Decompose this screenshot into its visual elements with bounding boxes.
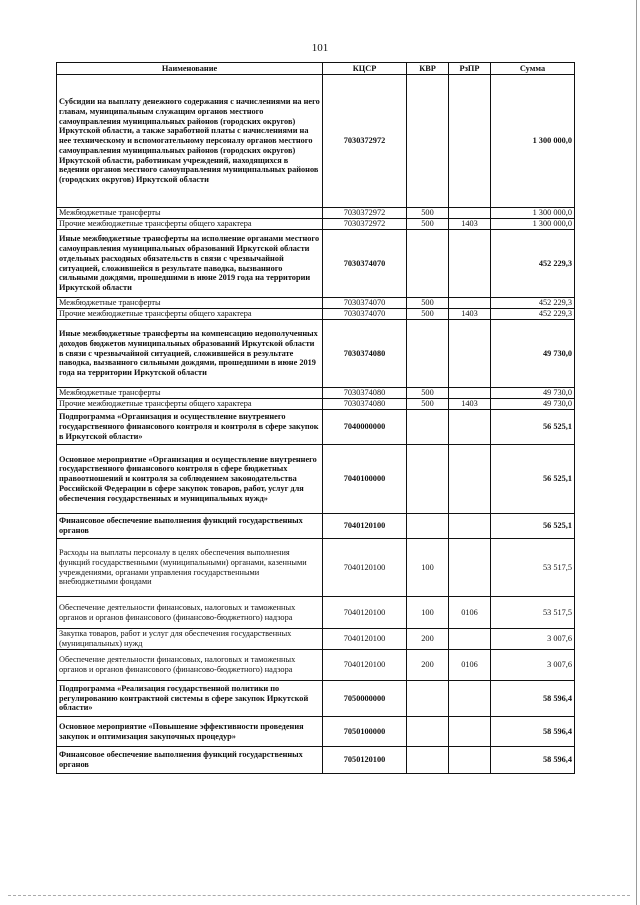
cell-kvr: 100 xyxy=(407,597,449,629)
cell-rzpr xyxy=(449,629,491,650)
cell-sum: 58 596,4 xyxy=(491,717,575,747)
cell-name: Субсидии на выплату денежного содержания с начислениями на него главам, муниципальным служащим органов местного самоуправления муниципальных районов (городских округов) Иркутской области, а также заработной платы с начислениями на нее техническому и вспомогательному персоналу органов местного самоуправления муниципальных районов (городских округов) Иркутской области, работникам учреждений, находящихся в ведении органов местного самоуправления муниципальных районов (городских округов) Иркутской области xyxy=(57,75,323,208)
table-row xyxy=(57,597,575,629)
cell-rzpr xyxy=(449,717,491,747)
cell-kcsr: 7030372972 xyxy=(323,208,407,219)
table-row xyxy=(57,717,575,747)
cell-rzpr: 1403 xyxy=(449,399,491,410)
cell-sum: 3 007,6 xyxy=(491,629,575,650)
cell-rzpr: 1403 xyxy=(449,309,491,320)
cell-sum: 49 730,0 xyxy=(491,388,575,399)
table-header-row xyxy=(57,63,575,75)
table-row xyxy=(57,230,575,298)
cell-rzpr xyxy=(449,208,491,219)
cell-sum: 1 300 000,0 xyxy=(491,219,575,230)
cell-kvr xyxy=(407,75,449,208)
cell-rzpr xyxy=(449,681,491,717)
cell-kcsr: 7030374080 xyxy=(323,388,407,399)
cell-name: Обеспечение деятельности финансовых, налоговых и таможенных органов и органов финансового (финансово-бюджетного) надзора xyxy=(57,650,323,681)
budget-table xyxy=(56,62,575,774)
table-row xyxy=(57,309,575,320)
table-row xyxy=(57,320,575,388)
cell-kcsr: 7040100000 xyxy=(323,445,407,514)
cell-sum: 56 525,1 xyxy=(491,445,575,514)
cell-rzpr xyxy=(449,410,491,445)
header-kvr: КВР xyxy=(407,63,449,75)
table-row xyxy=(57,399,575,410)
cell-rzpr xyxy=(449,539,491,597)
cell-kcsr: 7030374080 xyxy=(323,320,407,388)
cell-kvr: 500 xyxy=(407,298,449,309)
cell-name: Иные межбюджетные трансферты на компенсацию недополученных доходов бюджетов муниципальных образований Иркутской области в связи с чрезвычайной ситуацией, сложившейся в результате паводка, вызванного сильными дождями, прошедшими в июне 2019 года на территории Иркутской области xyxy=(57,320,323,388)
cell-sum: 56 525,1 xyxy=(491,514,575,539)
cell-sum: 53 517,5 xyxy=(491,539,575,597)
table-row xyxy=(57,219,575,230)
table-row xyxy=(57,388,575,399)
table-row xyxy=(57,629,575,650)
cell-name: Основное мероприятие «Повышение эффективности проведения закупок и оптимизация закупочных процедур» xyxy=(57,717,323,747)
cell-name: Межбюджетные трансферты xyxy=(57,208,323,219)
cell-kvr: 100 xyxy=(407,539,449,597)
cell-kvr: 200 xyxy=(407,629,449,650)
page-number: 101 xyxy=(311,42,329,54)
cell-rzpr xyxy=(449,445,491,514)
cell-rzpr: 1403 xyxy=(449,219,491,230)
cell-kcsr: 7050000000 xyxy=(323,681,407,717)
cell-kcsr: 7030374070 xyxy=(323,298,407,309)
header-rzpr: РзПР xyxy=(449,63,491,75)
cell-sum: 49 730,0 xyxy=(491,399,575,410)
scan-edge-line xyxy=(636,0,637,905)
cell-kcsr: 7050100000 xyxy=(323,717,407,747)
table-row xyxy=(57,650,575,681)
table-row xyxy=(57,747,575,774)
table-row xyxy=(57,445,575,514)
table-row xyxy=(57,298,575,309)
cell-kvr xyxy=(407,445,449,514)
cell-name: Финансовое обеспечение выполнения функций государственных органов xyxy=(57,514,323,539)
cell-rzpr xyxy=(449,747,491,774)
cell-kvr xyxy=(407,717,449,747)
table-row xyxy=(57,410,575,445)
cell-sum: 452 229,3 xyxy=(491,230,575,298)
cell-kvr: 500 xyxy=(407,219,449,230)
cell-kcsr: 7040120100 xyxy=(323,650,407,681)
cell-rzpr xyxy=(449,230,491,298)
cell-kcsr: 7030372972 xyxy=(323,219,407,230)
cell-name: Обеспечение деятельности финансовых, налоговых и таможенных органов и органов финансового (финансово-бюджетного) надзора xyxy=(57,597,323,629)
cell-kvr: 500 xyxy=(407,208,449,219)
cell-kvr: 200 xyxy=(407,650,449,681)
cell-name: Прочие межбюджетные трансферты общего характера xyxy=(57,399,323,410)
cell-kvr: 500 xyxy=(407,399,449,410)
cell-kvr xyxy=(407,410,449,445)
header-sum: Сумма xyxy=(491,63,575,75)
cell-kcsr: 7030374070 xyxy=(323,309,407,320)
scan-bottom-line xyxy=(8,894,630,896)
cell-kcsr: 7040120100 xyxy=(323,597,407,629)
header-kcsr: КЦСР xyxy=(323,63,407,75)
cell-sum: 53 517,5 xyxy=(491,597,575,629)
cell-kcsr: 7050120100 xyxy=(323,747,407,774)
cell-rzpr xyxy=(449,75,491,208)
cell-kvr xyxy=(407,230,449,298)
cell-sum: 452 229,3 xyxy=(491,298,575,309)
cell-sum: 58 596,4 xyxy=(491,747,575,774)
table-row xyxy=(57,681,575,717)
cell-sum: 56 525,1 xyxy=(491,410,575,445)
cell-rzpr: 0106 xyxy=(449,597,491,629)
cell-sum: 1 300 000,0 xyxy=(491,75,575,208)
cell-name: Межбюджетные трансферты xyxy=(57,388,323,399)
cell-kvr xyxy=(407,320,449,388)
cell-kvr xyxy=(407,514,449,539)
cell-kvr: 500 xyxy=(407,309,449,320)
cell-sum: 49 730,0 xyxy=(491,320,575,388)
cell-kcsr: 7030372972 xyxy=(323,75,407,208)
cell-name: Подпрограмма «Реализация государственной политики по регулированию контрактной системы в сфере закупок Иркутской области» xyxy=(57,681,323,717)
cell-kcsr: 7040120100 xyxy=(323,539,407,597)
cell-rzpr xyxy=(449,514,491,539)
table-row xyxy=(57,539,575,597)
table-row xyxy=(57,514,575,539)
cell-sum: 3 007,6 xyxy=(491,650,575,681)
cell-kvr: 500 xyxy=(407,388,449,399)
cell-name: Основное мероприятие «Организация и осуществление внутреннего государственного финансового контроля в сфере бюджетных правоотношений и контроля за соблюдением законодательства Российской Федерации в сфере закупок товаров, работ, услуг для обеспечения государственных и муниципальных нужд» xyxy=(57,445,323,514)
cell-sum: 58 596,4 xyxy=(491,681,575,717)
cell-kvr xyxy=(407,681,449,717)
cell-name: Финансовое обеспечение выполнения функций государственных органов xyxy=(57,747,323,774)
cell-rzpr: 0106 xyxy=(449,650,491,681)
cell-kcsr: 7030374080 xyxy=(323,399,407,410)
cell-rzpr xyxy=(449,388,491,399)
table-row xyxy=(57,208,575,219)
cell-kcsr: 7040000000 xyxy=(323,410,407,445)
table-row xyxy=(57,75,575,208)
cell-name: Расходы на выплаты персоналу в целях обеспечения выполнения функций государственными (муниципальными) органами, казенными учреждениями, органами управления государственными внебюджетными фондами xyxy=(57,539,323,597)
cell-rzpr xyxy=(449,320,491,388)
cell-kcsr: 7040120100 xyxy=(323,629,407,650)
cell-name: Межбюджетные трансферты xyxy=(57,298,323,309)
cell-kcsr: 7030374070 xyxy=(323,230,407,298)
cell-sum: 1 300 000,0 xyxy=(491,208,575,219)
cell-name: Иные межбюджетные трансферты на исполнение органами местного самоуправления муниципальных образований Иркутской области отдельных расходных обязательств в связи с чрезвычайной ситуацией, сложившейся в результате паводка, вызванного сильными дождями, прошедшими в июне 2019 года на территории Иркутской области xyxy=(57,230,323,298)
cell-kcsr: 7040120100 xyxy=(323,514,407,539)
cell-name: Прочие межбюджетные трансферты общего характера xyxy=(57,219,323,230)
cell-name: Прочие межбюджетные трансферты общего характера xyxy=(57,309,323,320)
header-name: Наименование xyxy=(57,63,323,75)
cell-kvr xyxy=(407,747,449,774)
cell-sum: 452 229,3 xyxy=(491,309,575,320)
cell-name: Закупка товаров, работ и услуг для обеспечения государственных (муниципальных) нужд xyxy=(57,629,323,650)
cell-rzpr xyxy=(449,298,491,309)
cell-name: Подпрограмма «Организация и осуществление внутреннего государственного финансового контроля и контроля в сфере закупок в Иркутской области» xyxy=(57,410,323,445)
